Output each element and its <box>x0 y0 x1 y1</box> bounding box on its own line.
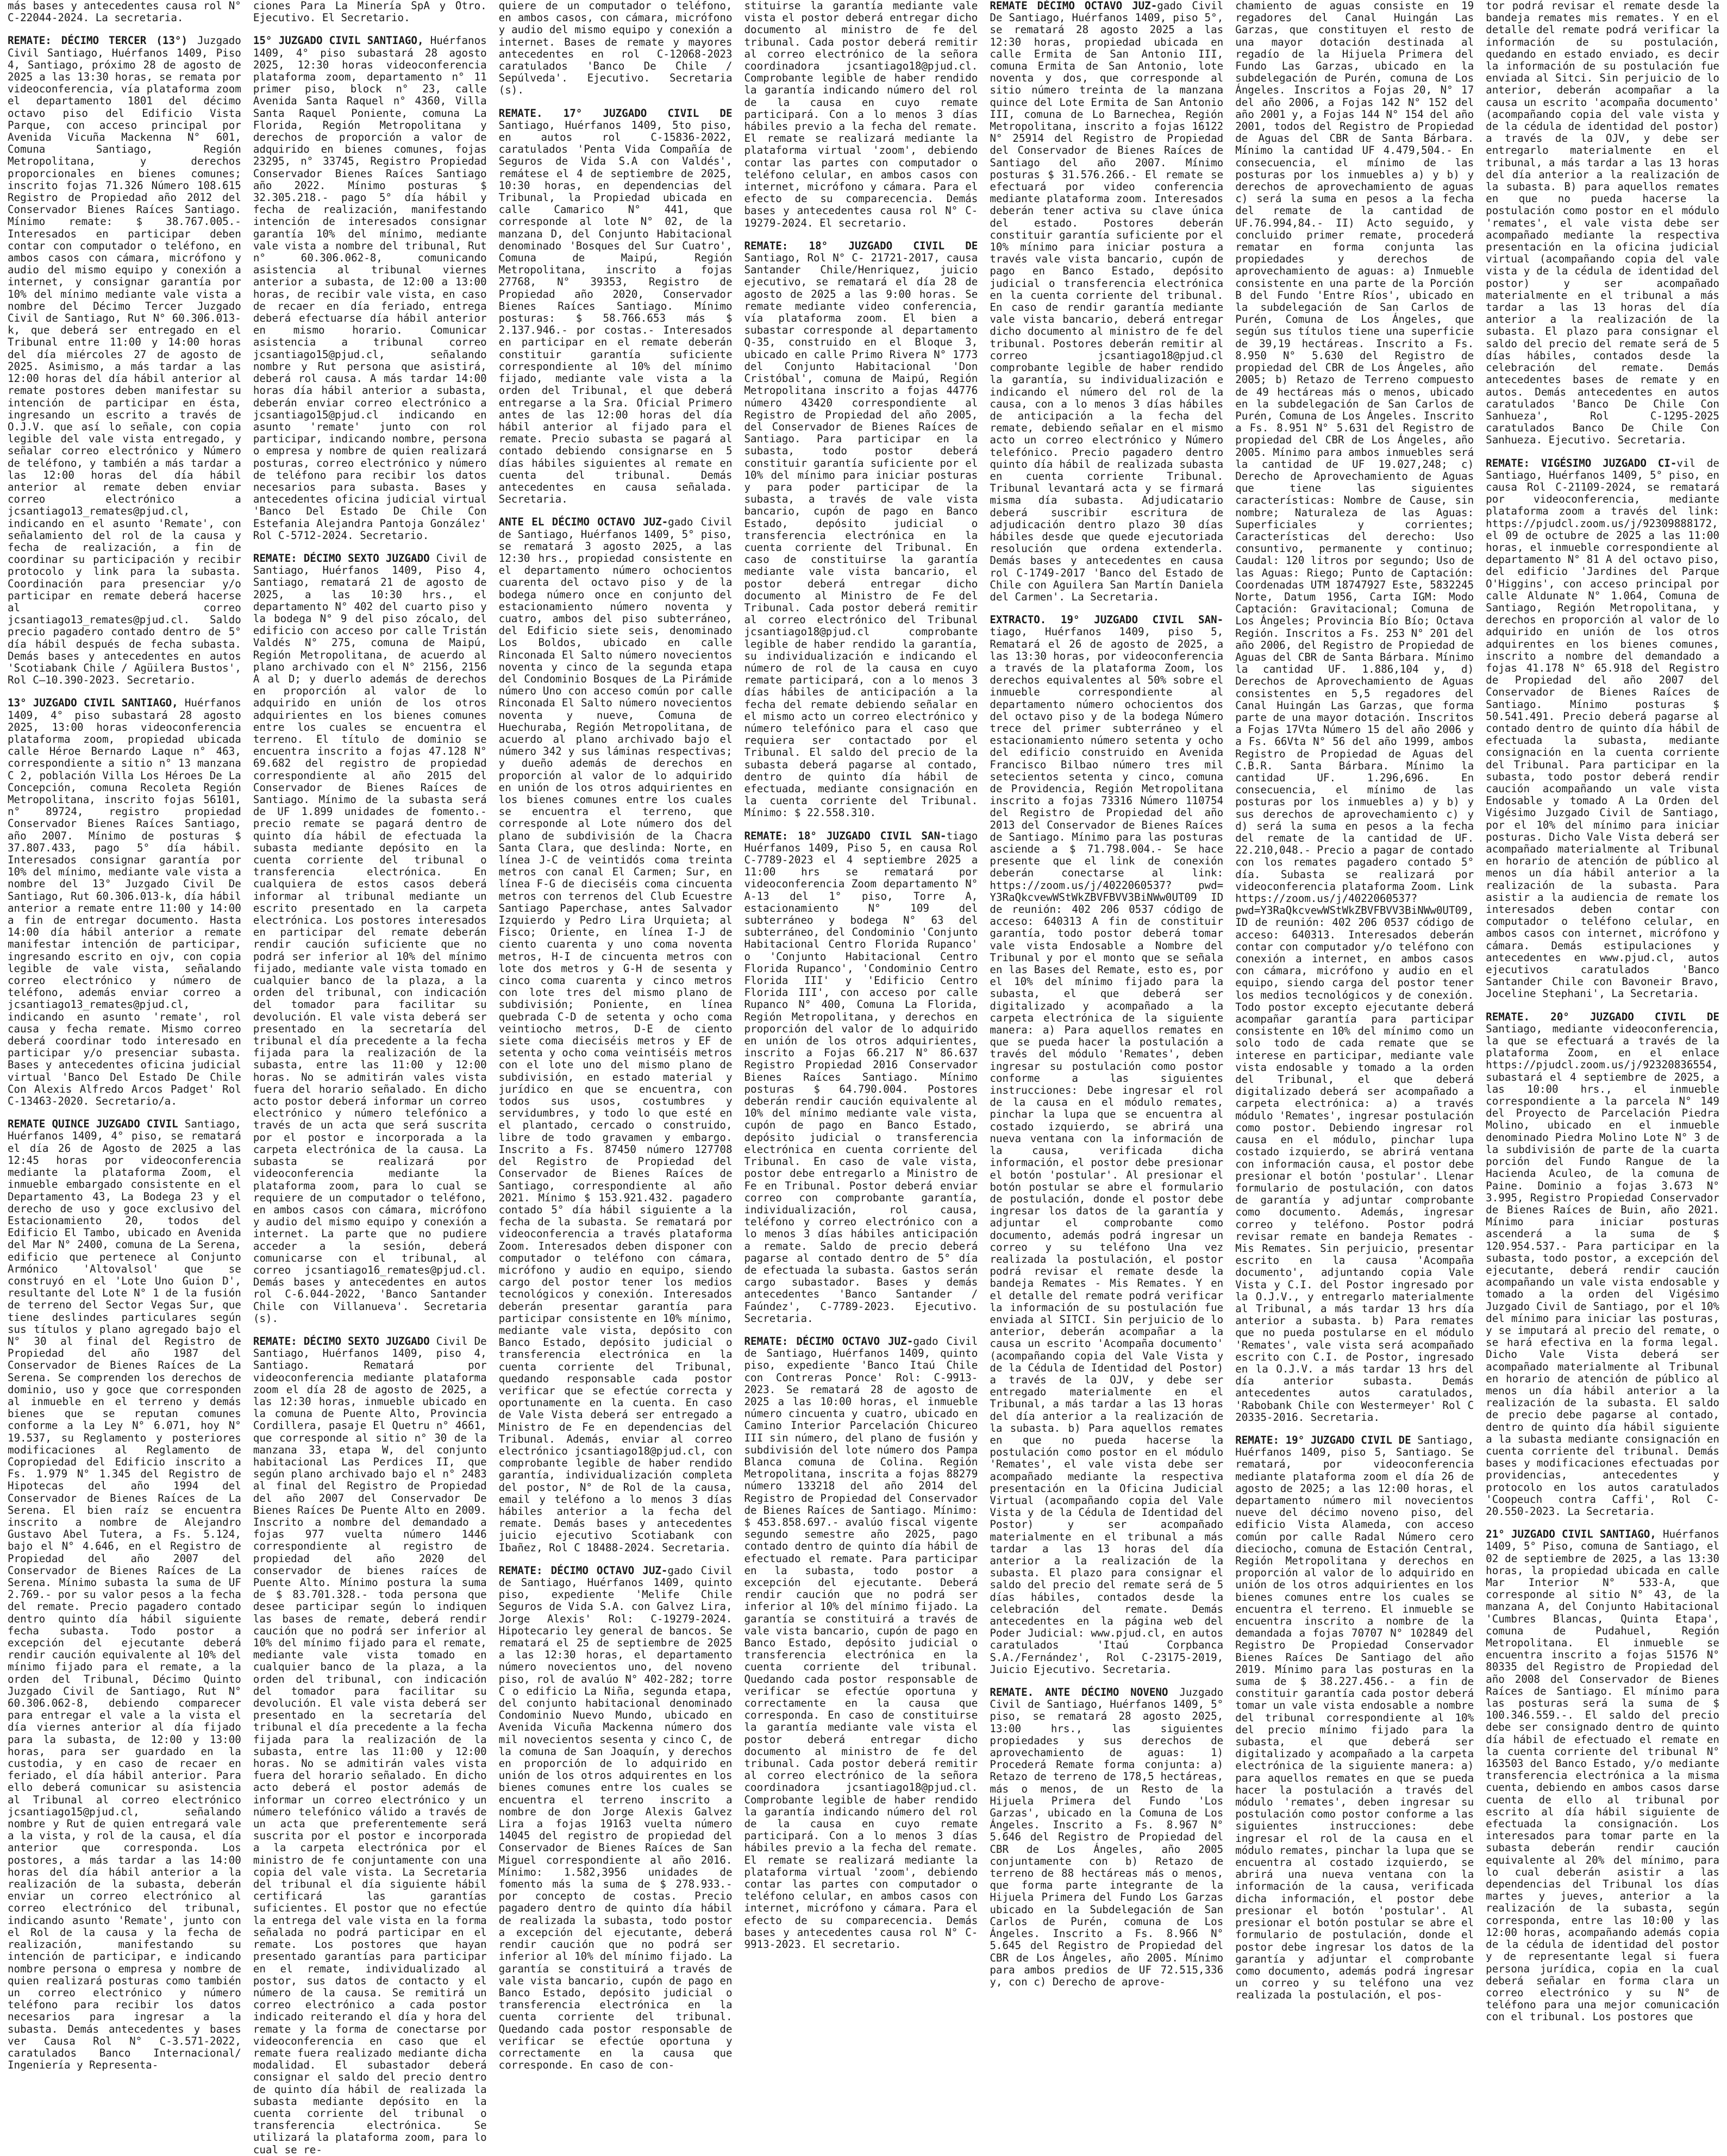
notice <box>744 240 978 819</box>
notice-title: EXTRACTO. 19° JUZGADO CIVIL SAN- <box>990 613 1224 626</box>
notice <box>1486 1011 1719 1518</box>
column-2 <box>253 0 487 2156</box>
newspaper-legal-notices-page <box>8 0 1719 2156</box>
notice <box>253 553 487 1325</box>
notice-title: REMATE: 19° JUZGADO CIVIL DE <box>1235 1433 1411 1446</box>
notice-body: tiago Huérfanos 1409, Piso 5, en causa Rol C-7789-2023 el 4 septiembre 2025 a 11:00 hrs se rematará por videoconferencia Zoom departamento N° A-13 del 1° piso, Torre A, estacionamiento N° 109 del subterráneo y bodega N° 63 del subterráneo, del Condominio 'Conjunto Habitacional Centro Florida Rupanco' o 'Conjunto Habitacional Centro Florida Rupanco', 'Condominio Centro Florida III' y 'Edificio Centro Florida III', con acceso por calle Rupanco N° 400, Comuna La Florida, Región Metropolitana, y derechos en proporción del valor de lo adquirido en unión de los otros adquirientes, inscrito a Fojas 66.217 N° 86.637 Registro Propiedad 2016 Conservador Bienes Raíces Santiago. Mínimo posturas $ 64.790.004. Postores deberán rendir caución equivalente al 10% del mínimo mediante vale vista, cupón de pago en Banco Estado, depósito judicial o transferencia electrónica en cuenta corriente del Tribunal. En caso de vale vista, postor debe entregarlo a Ministro de Fe en Tribunal. Postor deberá enviar correo con comprobante garantía, individualización, rol causa, teléfono y correo electrónico con a lo menos 3 días hábiles anticipación a remate. Saldo de precio deberá pagarse al contado dentro de 5° día de efectuada la subasta. Gastos serán cargo subastador. Bases y demás antecedentes 'Banco Santander / Faúndez', C-7789-2023. Ejecutivo. Secretaria. <box>744 829 978 1325</box>
notice-body: Huérfanos 1409, 4° piso subastará 28 agosto 2025, 13:00 horas videoconferencia plataforma zoom, propiedad ubicada calle Héroe Bernardo Laque n° 463, correspondiente a sitio n° 13 manzana C 2, población Villa Los Héroes De La Concepción, comuna Recoleta Región Metropolitana, inscrito fojas 56101, n° 89724, registro propiedad Conservador Bienes Raíces Santiago, año 2007. Mínimo de posturas $ 37.807.433, pago 5° día hábil. Interesados consignar garantía por 10% del mínimo, mediante vale vista a nombre del 13° Juzgado Civil De Santiago, Rut 60.306.013-k, día hábil anterior a remate entre 11:00 y 14:00 a fin de entregar documento. Hasta 14:00 día hábil anterior a remate manifestar intención de participar, ingresando escrito en ojv, con copia legible de vale vista, señalando correo electrónico y número de teléfono, además enviar correo a jcsantiago13_remates@pjud.cl, indicando en asunto 'remate', rol causa y fecha remate. Mismo correo deberá coordinar todo interesado en participar y/o presenciar subasta. Bases y antecedentes oficina judicial virtual 'Banco Del Estado De Chile Con Alexis Alfredo Arcos Padget' Rol C-13463-2020. Secretario/a. <box>8 697 241 1108</box>
notice-title: REMATE: DÉCIMO SEXTO JUZGADO <box>253 551 430 565</box>
notice <box>253 1336 487 2156</box>
notice-body: gado Civil de Santiago, Huérfanos 1409, quinto piso, expediente 'Banco Itaú Chile con Contreras Ponce' Rol: C-9913-2023. Se rematará 28 de agosto de 2025 a las 10:00 horas, el inmueble número cincuenta y cuatro, ubicado en Camino Interior Parcelación Chicureo III sin número, del plano de fusión y subdivisión del lote número dos Pampa Blanca comuna de Colina. Región Metropolitana, inscrita a fojas 88279 número 133218 del año 2014 del Registro de Propiedad del Conservador de Bienes Raíces de Santiago. Mínimo: $ 453.858.697.- avalúo fiscal vigente segundo semestre año 2025, pago contado dentro de quinto día hábil de efectuado el remate. Para participar en la subasta, todo postor a excepción del ejecutante. Deberá rendir caución que no podrá ser inferior al 10% del mínimo fijado. La garantía se constituirá a través de vale vista bancario, cupón de pago en Banco Estado, depósito judicial o transferencia electrónica en la cuenta corriente del tribunal. Quedando cada postor responsable de verificar se efectúe oportuna y correctamente en la causa que corresponda. En caso de constituirse la garantía mediante vale vista el postor deberá entregar dicho documento al ministro de fe del tribunal. Cada postor deberá remitir al correo electrónico de la señora coordinadora jcsantiago18@pjud.cl. Comprobante legible de haber rendido la garantía indicando número del rol de la causa en cuyo remate participará. Con a lo menos 3 días hábiles previo a la fecha del remate. El remate se realizará mediante la plataforma virtual 'zoom', debiendo contar las partes con computador o teléfono celular, en ambos casos con internet, micrófono y cámara. Para el efecto de su comparecencia. Demás bases y antecedentes causa rol N° C-9913-2023. El secretario. <box>744 1334 978 1951</box>
notice-title: REMATE. ANTE DÉCIMO NOVENO <box>990 1686 1168 1699</box>
notice-body: Huérfanos 1409, 5° Piso, comuna de Santiago, el 02 de septiembre de 2025, a las 13:30 horas, la propiedad ubicada en calle Mar Interior N° 533-A, que corresponde al sitio N° 43, de la manzana A, del Conjunto Habitacional 'Cumbres Blancas, Quinta Etapa', comuna de Pudahuel, Región Metropolitana. El inmueble se encuentra inscrito a fojas 51576 N° 80335 del Registro de Propiedad del año 2008 del Conservador de Bienes Raíces de Santiago. El mínimo para las posturas será la suma de $ 100.346.559.-. El saldo del precio debe ser consignado dentro de quinto día hábil de efectuado el remate en la cuenta corriente del tribunal N° 163503 del Banco Estado, y/o mediante transferencia electrónica a la misma cuenta, debiendo en ambos casos darse cuenta de ello al tribunal por escrito al día hábil siguiente de efectuada la consignación. Los interesados para tomar parte en la subasta deberán rendir caución equivalente al 20% del mínimo, para lo cual deberán asistir a las dependencias del Tribunal los días martes y jueves, anterior a la realización de la subasta, según corresponda, entre las 10:00 y las 12:00 horas, acompañando además copia de la cédula de identidad del postor y de representante legal si fuera persona jurídica, copia en la cual deberá señalar en forma clara un correo electrónico y su N° de teléfono para una mejor comunicación con el tribunal. Los postores que <box>1486 1528 1719 2023</box>
notice <box>990 614 1223 1676</box>
notice-body: gado Civil de Santiago, Huérfanos 1409, 5° piso, se rematará 3 agosto 2025, a las 12:30 hrs., propiedad consistente en el departamento número ochocientos cuarenta del octavo piso y de la bodega número once en conjunto del estacionamiento número noventa y cuatro, ambos del piso subterráneo, del Edificio siete seis, denominado Los Boldos, ubicado en calle Rinconada El Salto número novecientos noventa y cinco de la segunda etapa del Condominio Bosques de La Pirámide número Uno con acceso común por calle Rinconada El Salto número novecientos noventa y nueve, Comuna de Huechuraba, Región Metropolitana, de acuerdo al plano archivado bajo el número 342 y sus láminas respectivas; y dueño además de derechos en proporción al valor de lo adquirido en unión de los otros adquirientes en los bienes comunes entre los cuales se encuentra el terreno, que corresponde al Lote número dos del plano de subdivisión de la Chacra Santa Clara, que deslinda: Norte, en línea J-C de veintidós coma treinta metros con canal El Carmen; Sur, en línea F-G de dieciséis coma cincuenta metros con terrenos del Club Ecuestre Santiago Paperchase, antes Salvador Izquierdo y Pedro Lira Urquieta; al Fisco; Oriente, en línea I-J de ciento cuarenta y uno coma noventa metros, H-I de cincuenta metros con lote dos metros y G-H de sesenta y cinco coma cuarenta y cinco metros con lote tres del mismo plano de subdivisión; Poniente, en línea quebrada C-D de setenta y ocho coma veintiocho metros, D-E de ciento siete coma dieciséis metros y EF de setenta y ocho coma veintiséis metros con el lote uno del mismo plano de subdivisión, en estado material y jurídico en que se encuentra, con todos sus usos, costumbres y servidumbres, y todo lo que esté en el plantado, cercado o construido, libre de todo gravamen y embargo. Inscrito a Fs. 87450 número 127708 del Registro de Propiedad del Conservador de Bienes Raíces de Santiago, correspondiente al año 2021. Mínimo $ 153.921.432. pagadero contado 5° día hábil siguiente a la fecha de la subasta. Se rematará por videoconferencia a través plataforma Zoom. Interesados deben disponer con computador o teléfono con cámara, micrófono y audio en equipo, siendo cargo del postor tener los medios tecnológicos y conexión. Interesados deberán presentar garantía para participar consistente en 10% mínimo, mediante vale vista, depósito con Banco Estado, depósito judicial o transferencia electrónica en la cuenta corriente del Tribunal, quedando responsable cada postor verificar que se efectúe correcta y oportunamente en la cuenta. En caso de Vale Vista deberá ser entregado a Ministro de Fe en dependencias del Tribunal. Además, enviar al correo electrónico jcsantiago18@pjud.cl, con comprobante legible de haber rendido garantía, individualización completa del postor, N° de Rol de la causa, email y teléfono a lo menos 3 días hábiles anterior a la fecha del remate. Demás bases y antecedentes juicio ejecutivo Scotiabank con Ibañez, Rol C 18488-2024. Secretaria. <box>498 516 733 1554</box>
notice-title: REMATE DÉCIMO OCTAVO JUZ- <box>990 0 1157 12</box>
notice: tor podrá revisar el remate desde la bandeja remates mis remates. Y en el detalle del remate podrá verificar la información de su postulación, quedando en estado enviado, es decir la información de su postulación fue enviada al Sitci. Sin perjuicio de lo anterior, deberán acompañar a la causa un escrito 'acompaña documento' (acompañando copia del vale vista y de la cédula de identidad del postor) a través de la OJV, y debe ser entregarlo materialmente en el tribunal, a más tardar a las 13 horas del día anterior a la realización de la subasta. B) para aquellos remates en que no pueda hacerse la postulación como postor en el módulo 'remates', el vale vista debe ser acompañado mediante la respectiva presentación en la oficina judicial virtual (acompañando copia del vale vista y de la cédula de identidad del postor) y ser acompañado materialmente en el tribunal a más tardar a las 13 horas del día anterior a la realización de la subasta. El plazo para consignar el saldo del precio del remate será de 5 días hábiles, contados desde la celebración del remate. Demás antecedentes bases de remate y en autos. Demás antecedentes en autos caratulados 'Banco De Chile Con Sanhueza', Rol C-1295-2025 caratulados Banco De Chile Con Sanhueza. Ejecutivo. Secretaria. <box>1486 0 1719 447</box>
notice <box>8 1118 241 2071</box>
notice <box>8 697 241 1107</box>
notice-body: Juzgado Civil Santiago, Huérfanos 1409, Piso 4, Santiago, próximo 28 de agosto de 2025 a las 13:30 horas, se remata por videoconferencia, vía plataforma zoom el departamento 1801 del décimo octavo piso del Edificio Vista Parque, con acceso principal por Avenida Vicuña Mackenna N° 601, Comuna Santiago, Región Metropolitana, y derechos proporcionales en bienes comunes; inscrito fojas 71.326 Número 108.615 Registro de Propiedad año 2012 del Conservador Bienes Raíces Santiago. Mínimo remate: $ 38.767.005.- Interesados en participar deben contar con computador o teléfono, en ambos casos con cámara, micrófono y audio del mismo equipo y conexión a internet, y consignar garantía por 10% del mínimo mediante vale vista a nombre del Décimo Tercer Juzgado Civil de Santiago, Rut N° 60.306.013-k, que deberá ser entregado en el Tribunal entre 11:00 y 14:00 horas del día miércoles 27 de agosto de 2025. Asimismo, a más tardar a las 12:00 horas del día hábil anterior al remate postores deben manifestar su intención de participar en ésta, ingresando un escrito a través de O.J.V. que así lo señale, con copia legible del vale vista entregado, y señalar correo electrónico y Número de teléfono, y también a más tardar a las 12:00 horas del día hábil anterior al remate deben enviar correo electrónico a jcsantiago13_remates@pjud.cl, indicando en el asunto 'Remate', con señalamiento del rol de la causa y fecha de realización, a fin de coordinar su participación y recibir protocolo y link para la subasta. Coordinación para presenciar y/o participar en remate deberá hacerse al correo jcsantiago13_remates@pjud.cl. Saldo precio pagadero contado dentro de 5° día hábil después de fecha subasta. Demás bases y antecedentes en autos 'Scotiabank Chile / Agüilera Bustos', Rol C—10.390-2023. Secretario. <box>8 34 241 687</box>
notice <box>744 830 978 1325</box>
notice-title: 21° JUZGADO CIVIL SANTIAGO, <box>1486 1528 1656 1541</box>
notice-title: 15° JUZGADO CIVIL SANTIAGO, <box>253 34 424 47</box>
column-4 <box>744 0 978 1951</box>
notice <box>499 1565 733 2072</box>
notice-title: REMATE: VIGÉSIMO JUZGADO CI- <box>1486 456 1677 469</box>
notice-title: REMATE QUINCE JUZGADO CIVIL <box>8 1118 178 1131</box>
notice-title: REMATE: DÉCIMO SEXTO JUZGADO <box>253 1334 430 1348</box>
column-5 <box>990 0 1224 1988</box>
notice-title: ANTE EL DÉCIMO OCTAVO JUZ- <box>498 516 668 529</box>
notice <box>744 1336 978 1951</box>
notice-title: REMATE: 18° JUZGADO CIVIL DE <box>744 239 978 252</box>
column-6 <box>1235 0 1474 2002</box>
notice <box>8 35 241 686</box>
notice-title: REMATE: 18° JUZGADO CIVIL SAN- <box>744 829 947 842</box>
notice: ciones Para La Minería SpA y Otro. Ejecutivo. El Secretario. <box>253 0 487 24</box>
notice-body: vil de Santiago, Huérfanos 1409, 5° piso, en causa Rol C-21109-2024, se rematará por videoconferencia, mediante plataforma zoom a través del link: https://pjudcl.zoom.us/j/92309888172, el 09 de octubre de 2025 a las 11:00 horas, el inmueble correspondiente al departamento N° 81 A del octavo piso, del edificio 'Jardines del Parque O'Higgins', con acceso principal por calle Aldunate N° 1.064, Comuna de Santiago, Región Metropolitana, y derechos en proporción al valor de lo adquirido en unión de los otros adquirentes en los bienes comunes, inscrito a nombre del demandado a fojas 41.178 N° 65.918 del Registro de Propiedad del año 2007 del Conservador de Bienes Raíces de Santiago. Mínimo posturas $ 50.541.491. Precio deberá pagarse al contado dentro de quinto día hábil de efectuada la subasta, mediante consignación en la cuenta corriente del Tribunal. Para participar en la subasta, todo postor deberá rendir caución acompañando un vale vista Endosable y tomado A La Orden del Vigésimo Juzgado Civil de Santiago, por el 10% del mínimo para iniciar posturas. Dicho Vale Vista deberá ser acompañado materialmente al Tribunal en horario de atención de público al menos un día hábil anterior a la realización de la subasta. Para asistir a la audiencia de remate los interesados deben contar con computador o teléfono celular, en ambos casos con internet, micrófono y cámara. Demás estipulaciones y antecedentes en www.pjud.cl, autos ejecutivos caratulados 'Banco Santander Chile con Bavoneir Bravo, Joceline Stephani', La Secretaria. <box>1486 456 1719 1000</box>
notice <box>990 0 1223 603</box>
notice-body: gado Civil De Santiago, Huérfanos 1409, piso 5°, se rematará 28 agosto 2025 a las 12:30 horas, propiedad ubicada en calle Ermita de San Antonio III, comuna Ermita de San Antonio, lote noventa y dos, que corresponde al sitio número treinta de la manzana quince del Lote Ermita de San Antonio III, comuna de Lo Barnechea, Región Metropolitana, inscrito a fojas 16122 N° 25914 del Registro de Propiedad del Conservador de Bienes Raíces de Santiago del año 2007. Mínimo posturas $ 31.576.266.- El remate se efectuará por video conferencia mediante plataforma zoom. Interesados deberán tener activa su clave única del estado. Postores deberán constituir garantía suficiente por el 10% mínimo para iniciar postura a través vale vista bancario, cupón de pago en Banco Estado, depósito judicial o transferencia electrónica en la cuenta corriente del tribunal. En caso de rendir garantía mediante vale vista bancario, deberá entregar dicho documento al ministro de fe del tribunal. Postores deberán remitir al correo jcsantiago18@pjud.cl comprobante legible de haber rendido la garantía, su individualización e indicando el número del rol de la causa, con a lo menos 3 días hábiles de anticipación a la fecha del remate, debiendo señalar en el mismo acto un correo electrónico y Número telefónico. Precio pagadero dentro quinto día hábil de realizada subasta en cuenta corriente Tribunal. Tribunal levantará acta y se firmará misma día subasta. Adjudicatario deberá suscribir escritura de adjudicación dentro plazo 30 días hábiles desde que quede ejecutoriada resolución que ordena extenderla. Demás bases y antecedentes en causa rol C-1749-2017 'Banco del Estado de Chile con Aguilera San Martín Daniela del Carmen'. La Secretaria. <box>990 0 1224 603</box>
notice-body: gado Civil de Santiago, Huérfanos 1409, quinto piso, expediente 'Melife Chile Seguros de Vida S.A. con Galvez Lira, Jorge Alexis' Rol: C-19279-2024. Hipotecario ley general de bancos. Se rematará el 25 de septiembre de 2025 a las 12:30 horas, el departamento número novecientos uno, del noveno piso, rol de avalúo N° 402-282; torre C o edificio La Niña, segunda etapa, del conjunto habitacional denominado Condominio Nuevo Mundo, ubicado en Avenida Vicuña Mackenna número dos mil novecientos sesenta y cinco C, de la comuna de San Joaquín, y derechos en proporción de lo adquirido en unión de los otros adquirentes en los bienes comunes entre los cuales se encuentra el terreno inscrito a nombre de don Jorge Alexis Galvez Lira a fojas 19163 vuelta número 14045 del registro de propiedad del Conservador de Bienes Raíces de San Miguel correspondiente al año 2016. Mínimo: 1.582,3956 unidades de fomento más la suma de $ 278.933.- por concepto de costas. Precio pagadero dentro de quinto día hábil de realizada la subasta, todo postor a excepción del ejecutante, deberá rendir caución que no podrá ser inferior al 10% del mínimo fijado. La garantía se constituirá a través de vale vista bancario, cupón de pago en Banco Estado, depósito judicial o transferencia electrónica en la cuenta corriente del tribunal. Quedando cada postor responsable de verificar se efectúe oportuna y correctamente en la causa que corresponde. En caso de con- <box>498 1564 733 2072</box>
notice-body: tiago, Huérfanos 1409, piso 5, Rematará el 26 de agosto de 2025, a las 13:30 horas, por videoconferencia a través de la plataforma Zoom, los derechos equivalentes al 50% sobre el inmueble correspondiente al departamento número ochocientos dos del octavo piso y de la bodega Número trece del primer subterráneo y el estacionamiento número setenta y ocho del edificio construido en Avenida Francisco Bilbao número tres mil setecientos setenta y cinco, comuna de Providencia, Región Metropolitana inscrito a fojas 73316 Número 110754 del Registro de Propiedad del año 2013 del Conservador de Bienes Raíces de Santiago. Mínimo para las posturas asciende a $ 71.798.004.- Se hace presente que el link de conexión deberán conectarse al link: https://zoom.us/j/4022060537? pwd= Y3RaQkcvewWStWkZBVFBVV3BiNWw0UT09 ID de reunión: 402 206 0537 código de acceso: 640313 A fin de constituir garantía, todo postor deberá tomar vale vista Endosable a Nombre del Tribunal y por el monto que se señala en las Bases del Remate, esto es, por el 10% del mínimo fijado para la subasta, el que deberá ser digitalizado y acompañado a la carpeta electrónica de la siguiente manera: a) Para aquellos remates en que se pueda hacer la postulación a través del módulo 'Remates', deben ingresar su postulación como postor conforme a las siguientes instrucciones: Debe ingresar el rol de la causa en el módulo remates, pinchar la lupa que se encuentra al costado izquierdo, se abrirá una nueva ventana con la información de la causa, verificada dicha información, el postor debe presionar el botón 'postular'. Al presionar el botón postular se abre el formulario de postulación, donde el postor debe ingresar los datos de la garantía y adjuntar el comprobante como documento, además podrá ingresar un correo y su teléfono Una vez realizada la postulación, el postor podrá revisar el remate desde la bandeja Remates - Mis Remates. Y en el detalle del remate podrá verificar la información de su postulación fue enviada al SITCI. Sin perjuicio de lo anterior, deberán acompañar a la causa un escrito 'Acompaña documento' (acompañando copia del Vale Vista y de la Cédula de Identidad del Postor) a través de la OJV, y debe ser entregado materialmente en el Tribunal, a más tardar a las 13 horas del día anterior a la realización de la subasta. b) Para aquellos remates en que no pueda hacerse la postulación como postor en el módulo 'Remates', el vale vista debe ser acompañado mediante la respectiva presentación en la Oficina Judicial Virtual (acompañando copia del Vale Vista y de la Cédula de Identidad del Postor) y ser acompañado materialmente en el tribunal a más tardar a las 13 horas del día anterior a la realización de la subasta. El plazo para consignar el saldo del precio del remate será de 5 días hábiles, contados desde la celebración del remate. Demás antecedentes en la página web del Poder Judicial: www.pjud.cl, en autos caratulados 'Itaú Corpbanca S.A./Fernández', Rol C-23175-2019, Juicio Ejecutivo. Secretaria. <box>990 625 1224 1676</box>
notice-title: REMATE: DÉCIMO OCTAVO JUZ- <box>744 1334 913 1348</box>
notice <box>1235 1434 1474 2002</box>
notice: quiere de un computador o teléfono, en ambos casos, con cámara, micrófono y audio del mismo equipo y conexión a internet. Bases de remate y mayores antecedentes en rol C-12068-2023 caratulados 'Banco De Chile / Sepúlveda'. Ejecutivo. Secretaria (s). <box>498 0 733 97</box>
notice-body: Santiago, Huérfanos 1409, 4° piso, se rematará el día 26 de Agosto de 2025 a las 12:45 horas por videoconferencia mediante la plataforma Zoom, el inmueble embargado consistente en el Departamento 43, La Bodega 23 y el derecho de uso y goce exclusivo del Estacionamiento 20, todos del Edificio El Tambo, ubicado en Avenida del Mar N° 2400, comuna de La Serena, edificio que pertenece al Conjunto Armónico 'Altovalsol' que se construyó en el 'Lote Uno Guion D', resultante del Lote N° 1 de la fusión de terreno del Sector Vegas Sur, que tiene deslindes particulares según sus títulos y plano agregado bajo el N° 30 al final del Registro de Propiedad del año 1987 del Conservador de Bienes Raíces de La Serena. Se comprenden los derechos de dominio, uso y goce que corresponden al inmueble en el terreno y demás bienes que se reputan comunes conforme a la Ley N° 6.071, hoy N° 19.537, su Reglamento y posteriores modificaciones al Reglamento de Copropiedad del Edificio inscrito a Fs. 1.979 N° 1.345 del Registro de Hipotecas del año 1994 del Conservador de Bienes Raíces de La Serena. El bien raíz se encuentra inscrito a nombre de Alejandro Gustavo Abel Tutera, a Fs. 5.124, bajo el N° 4.646, en el Registro de Propiedad del año 2007 del Conservador de Bienes Raíces de La Serena. Mínimo subasta la suma de UF 2.769.- por su valor pesos a la fecha del remate. Precio pagadero contado dentro quinto día hábil siguiente fecha subasta. Todo postor a excepción del ejecutante deberá rendir caución equivalente al 10% del mínimo fijado para el remate, a la orden del Tribunal, Décimo Quinto Juzgado Civil de Santiago, Rut N° 60.306.062-8, debiendo comparecer para entregar el vale a la vista el día viernes anterior al día fijado para la subasta, de 12:00 y 13:00 horas, para ser guardado en la custodia, y en caso de recaer en feriado, el día hábil anterior. Para ello deberá comunicar su asistencia al Tribunal al correo electrónico jcsantiago15@pjud.cl, señalando nombre y Rut de quien entregará vale a la vista, y rol de la causa, el día anterior que corresponda. Los postores, a más tardar a las 14:00 horas del día hábil anterior a la realización de la subasta, deberán enviar un correo electrónico al correo electrónico del tribunal, indicando asunto 'Remate', junto con el Rol de la causa y la fecha de realización, manifestando su intención de participar, e indicando nombre persona o empresa y nombre de quien realizará posturas como también un correo electrónico y número teléfono para recibir los datos necesarios para ingresar a la subasta. Demás antecedentes y bases ver Causa Rol N° C-3.571-2022, caratulados Banco Internacional/ Ingeniería y Representa- <box>8 1118 241 2072</box>
notice <box>1486 1528 1719 2023</box>
notice-body: Santiago, Huérfanos 1409, 5to piso, en autos rol C-15836-2022, caratulados 'Penta Vida Compañía de Seguros de Vida S.A con Valdés', remátese el 4 de septiembre de 2025, 10:30 horas, en dependencias del Tribunal, la Propiedad ubicada en calle Camarico N° 441, que corresponde al lote N° 02, de la manzana D, del Conjunto Habitacional denominado 'Bosques del Sur Cuatro', Comuna de Maipú, Región Metropolitana, inscrito a fojas 27768, N° 39353, Registro de Propiedad año 2020, Conservador Bienes Raíces Santiago. Mínimo posturas: $ 58.766.653 más $ 2.137.946.- por costas.- Interesados en participar en el remate deberán constituir garantía suficiente correspondiente al 10% del mínimo fijado, mediante vale vista a la orden del Tribunal, el que deberá entregarse a la Sra. Oficial Primero antes de las 12:00 horas del día hábil anterior al fijado para el remate. Precio subasta se pagará al contado debiendo consignarse en 5 días hábiles siguientes al remate en cuenta del tribunal. Demás antecedentes en causa señalada. Secretaria. <box>498 118 733 506</box>
notice: más bases y antecedentes causa rol N° C-22044-2024. La secretaria. <box>8 0 241 24</box>
notice: chamiento de aguas consiste en 19 regadores del Canal Huingán Las Garzas, que constituyen el resto de una mayor dotación destinada al regadío de la Hijuela Primera del Fundo Las Garzas, ubicado en la subdelegación de Purén, comuna de Los Ángeles. Inscritos a Fojas 20, N° 17 del año 2006, a Fojas 142 N° 152 del año 2001 y, a Fojas 144 N° 154 del año 2001, todos del Registro de Propiedad de Aguas del CBR de Santa Bárbara. Mínimo la cantidad UF 4.479,504.- En consecuencia, el mínimo de las posturas por los inmuebles a) y b) y derechos de aprovechamiento de aguas c) será la suma en pesos a la fecha del remate de la cantidad de UF.76.994,84.- II) Acto seguido, y concluido primer remate, procederá rematar en forma conjunta las propiedades y derechos de aprovechamiento de aguas: a) Inmueble consistente en una parte de la Porción B del Fundo 'Entre Ríos', ubicado en la subdelegación de San Carlos de Purén, Comuna de Los Ángeles, que según sus títulos tiene una superficie de 39,19 hectáreas. Inscrito a Fs. 8.950 N° 5.630 del Registro de propiedad del CBR de Los Ángeles, año 2005; b) Retazo de Terreno compuesto de 49 hectáreas más o menos, ubicado en la subdelegación de San Carlos de Purén, Comuna de Los Ángeles. Inscrito a Fs. 8.951 N° 5.631 del Registro de propiedad del CBR de Los Ángeles, año 2005. Mínimo para ambos inmuebles será la cantidad de UF 19.027,248; c) Derecho de Aprovechamiento de Aguas que tiene las siguientes características: Nombre de Cause, sin nombre; Naturaleza de las Aguas: Superficiales y corrientes; Características del derecho: Uso consuntivo, permanente y continuo; Caudal: 120 litros por segundo; Uso de las Aguas: Riego; Punto de Captación: Coordenadas UTM 18747927 Este, 5832245 Norte, Datum 1956, Carta IGM: Modo Captación: Gravitacional; Comuna de Los Ángeles; Provincia Bío Bío; Octava Región. Inscritos a Fs. 253 N° 201 del año 2006, del Registro de Propiedad de Aguas del CBR de Santa Bárbara. Mínimo la cantidad UF. 1.886,104 y, d) Derechos de Aprovechamiento de Aguas consistentes en 5,5 regadores del Canal Huingán Las Garzas, que forma parte de una mayor dotación. Inscritos a Fojas 17Vta Número 15 del año 2006 y a Fs. 66Vta N° 56 del año 1999, ambos Registro de Propiedad de Aguas del C.B.R. Santa Bárbara. Mínimo la cantidad UF. 1.296,696. En consecuencia, el mínimo de las posturas por los inmuebles a) y b) y sus derechos de aprovechamiento c) y d) será la suma en pesos a la fecha del remate de la cantidad de UF. 22.210,048.- Precio a pagar de contado con los remates pagadero contado 5° día. Subasta se realizará por videoconferencia plataforma Zoom. Link https://zoom.us/j/4022060537? pwd=Y3RaQkcvewWStWkZBVFBVV3BiNWw0UT09, ID de reunión: 402 206 0537 código de acceso: 640313. Interesados deberán contar con computador y/o teléfono con conexión a internet, en ambos casos con cámara, micrófono y audio en el equipo, siendo carga del postor tener los medios tecnológicos y de conexión. Todo postor excepto ejecutante deberá acompañar garantía para participar consistente en 10% del mínimo como un solo todo de cada remate que se interese en participar, mediante vale vista endosable y tomado a la orden del Tribunal, el que deberá digitalizado deberá ser acompañado a carpeta electrónica: a) a través módulo 'Remates', ingresar postulación como postor. Debiendo ingresar rol causa en el módulo, pinchar lupa costado izquierdo, se abrirá ventana con información causa, el postor debe presionar el botón 'postular'. Llenar formulario de postulación, con datos de garantía y adjuntar comprobante como documento. Además, ingresar correo y teléfono. Postor podrá revisar remate en bandeja Remates - Mis Remates. Sin perjuicio, presentar escrito en la causa 'Acompaña documento', adjuntando copia Vale Vista y C.I. del Postor ingresado por la O.J.V., y entregarlo materialmente al Tribunal, a más tardar 13 hrs día anterior a subasta. b) Para remates que no pueda postularse en el módulo 'Remates', vale vista será acompañado escrito con C.I. de Postor, ingresado en la O.J.V. a más tardar 13 hrs del día anterior subasta. Demás antecedentes autos caratulados, 'Rabobank Chile con Westermeyer' Rol C 20335-2016. Secretaria. <box>1235 0 1474 1424</box>
notice <box>499 516 733 1553</box>
notice-body: Santiago, Huérfanos 1409, piso 5, Santiago. Se rematará, por videoconferencia mediante plataforma zoom el día 26 de agosto de 2025; a las 12:00 horas, el departamento número mil novecientos nueve del décimo noveno piso, del edificio Vista Alameda, con acceso común por calle Radal Número cero dieciocho, comuna de Estación Central, Región Metropolitana y derechos en proporción al valor de lo adquirido en unión de los otros adquirientes en los bienes comunes entre los cuales se encuentra el terreno. El inmueble se encuentra inscrito a nombre de la demandada a fojas 70707 N° 102849 del Registro De Propiedad Conservador Bienes Raíces De Santiago del año 2019. Mínimo para las posturas en la suma de $ 38.227.456.- a fin de constituir garantía cada postor deberá tomar un vale vista endosable a nombre del tribunal correspondiente al 10% del precio mínimo fijado para la subasta, el que deberá ser digitalizado y acompañado a la carpeta electrónica de la siguiente manera: a) para aquellos remates en que se pueda hacer la postulación a través del módulo 'remates', deben ingresar su postulación como postor conforme a las siguientes instrucciones: debe ingresar el rol de la causa en el módulo remates, pinchar la lupa que se encuentra al costado izquierdo, se abrirá una nueva ventana con la información de la causa, verificada dicha información, el postor debe presionar el botón 'postular'. Al presionar el botón postular se abre el formulario de postulación, donde el postor debe ingresar los datos de la garantía y adjuntar el comprobante como documento, además podrá ingresar un correo y su teléfono una vez realizada la postulación, el pos- <box>1235 1433 1474 2002</box>
column-1 <box>8 0 241 2072</box>
notice-body: Santiago, Rol N° C- 21721-2017, causa Santander Chile/Henriquez, juicio ejecutivo, se rematará el día 28 de agosto de 2025 a las 9:00 horas. Se remate mediante video conferencia, vía plataforma zoom. El bien a subastar corresponde al departamento Q-35, construido en el Bloque 3, ubicado en calle Primo Rivera N° 1773 del Conjunto Habitacional 'Don Cristóbal', comuna de Maipú, Región Metropolitana inscrito a fojas 44776 número 43420 correspondiente al Registro de Propiedad del año 2005, del Conservador de Bienes Raíces de Santiago. Para participar en la subasta, todo postor deberá constituir garantía suficiente por el 10% del mínimo para iniciar posturas y para poder participar de la subasta, a través de vale vista bancario, cupón de pago en Banco Estado, depósito judicial o transferencia electrónica en la cuenta corriente del Tribunal. En caso de constituirse la garantía mediante vale vista bancario, el postor deberá entregar dicho documento al Ministro de Fe del Tribunal. Cada postor deberá remitir al correo electrónico del Tribunal jcsantiago18@pjud.cl comprobante legible de haber rendido la garantía, su individualización e indicando el número de rol de la causa en cuyo remate participará, con a lo menos 3 días hábiles de anticipación a la fecha del remate debiendo señalar en el mismo acto un correo electrónico y número telefónico para el caso que requiera ser contactado por el Tribunal. El saldo del precio de la subasta deberá pagarse al contado, dentro de quinto día hábil de efectuada, mediante consignación en la cuenta corriente del Tribunal. Mínimo: $ 22.558.310. <box>744 252 978 819</box>
notice-title: REMATE. 17° JUZGADO CIVIL DE <box>498 106 733 120</box>
column-7 <box>1486 0 1719 2023</box>
notice-body: Civil De Santiago, Huérfanos 1409, piso 4, Santiago. Rematará por videoconferencia mediante plataforma zoom el día 28 de agosto de 2025, a las 12:30 horas, inmueble ubicado en la comuna de Puente Alto, Provincia Cordillera, pasaje El Quetru n° 4661, que corresponde al sitio n° 30 de la manzana 33, etapa W, del conjunto habitacional Las Perdices II, que según plano archivado bajo el n° 2483 al final del Registro de Propiedad del año 2007 del Conservador De Bienes Raíces De Puente Alto en 2009. Inscrito a nombre del demandado a fojas 977 vuelta número 1446 correspondiente al registro de propiedad del año 2020 del conservador de bienes raíces de Puente Alto. Mínimo postura la suma de $ 83.701.328.- toda persona que desee participar según lo indiquen las bases de remate, deberá rendir caución que no podrá ser inferior al 10% del mínimo fijado para el remate, mediante vale vista tomado en cualquier banco de la plaza, a la orden del tribunal, con indicación del tomador para facilitar su devolución. El vale vista deberá ser presentado en la secretaría del tribunal el día precedente a la fecha fijada para la realización de la subasta, entre las 11:00 y 12:00 horas. No se admitirán vales vista fuera del horario señalado. En dicho acto deberá el postor además de informar un correo electrónico y un número telefónico válido a través de un acta que preferentemente será suscrita por el postor e incorporada a la carpeta electrónica por el ministro de fe conjuntamente con una copia del vale vista. La Secretaria del tribunal el día siguiente hábil certificará las garantías suficientes. El postor que no efectúe la entrega del vale vista en la forma señalada no podrá participar en el remate. Los postores que hayan presentado garantías para participar en el remate, individualizado al postor, sus datos de contacto y el número de la causa. Se remitirá un correo electrónico a cada postor indicado reiterando el día y hora del remate y la forma de conectarse por videoconferencia en caso que el remate fuera realizado mediante dicha modalidad. El subastador deberá consignar el saldo del precio dentro de quinto día hábil de realizada la subasta mediante depósito en la cuenta corriente del tribunal o transferencia electrónica. Se utilizará la plataforma zoom, para lo cual se re- <box>253 1334 487 2156</box>
notice-title: REMATE: DÉCIMO OCTAVO JUZ- <box>498 1564 668 1577</box>
notice-body: Juzgado Civil de Santiago, Huérfanos 1409, 5° piso, se rematará 28 agosto 2025, 13:00 hrs., las siguientes propiedades y sus derechos de aprovechamiento de aguas: 1) Procederá Remate forma conjunta: a) Retazo de terreno de 178,5 hectáreas, más o menos, de un Resto de la Hijuela Primera del Fundo 'Los Garzas', ubicado en la Comuna de Los Ángeles. Inscrito a Fs. 8.967 N° 5.646 del Registro de Propiedad del CBR de Los Ángeles, año 2005 conjuntamente con b) Retazo de terreno de 88 hectáreas más o menos, que forma parte integrante de la Hijuela Primera del Fundo Los Garzas ubicado en la Subdelegación de San Carlos de Purén, comuna de Los Ángeles. Inscrito a Fs. 8.966 N° 5.645 del Registro de Propiedad del CBR de Los Ángeles, año 2005. Mínimo para ambos predios de UF 72.515,336 y, con c) Derecho de aprove- <box>990 1686 1224 1988</box>
notice <box>253 35 487 542</box>
notice-body: Civil de Santiago, Huérfanos 1409, Piso 4, Santiago, rematará 21 de agosto de 2025, a las 10:30 hrs., el departamento N° 402 del cuarto piso y la bodega N° 9 del piso zócalo, del edificio con acceso por calle Tristán Valdés N° 275, comuna de Maipú, Región Metropolitana, de acuerdo al plano archivado con el N° 2156, 2156 A al D; y duerlo además de derechos en proporción al valor de lo adquirido en unión de los otros adquirientes en los bienes comunes entre los cuales se encuentra el terreno. El título de dominio se encuentra inscrito a fojas 47.128 N° 69.682 del registro de propiedad correspondiente al año 2015 del Conservador de Bienes Raíces de Santiago. Mínimo de la subasta será de UF 1.899 unidades de fomento.- precio remate se pagará dentro de quinto día hábil de efectuada la subasta mediante depósito en la cuenta corriente del tribunal o transferencia electrónica. En cualquiera de estos casos deberá informar al tribunal mediante un escrito presentado en la carpeta electrónica. Los postores interesados en participar del remate deberán rendir caución suficiente que no podrá ser inferior al 10% del mínimo fijado, mediante vale vista tomado en cualquier banco de la plaza, a la orden del tribunal, con indicación del tomador para facilitar su devolución. El vale vista deberá ser presentado en la secretaría del tribunal el día precedente a la fecha fijada para la realización de la subasta, entre las 11:00 y 12:00 horas. No se admitirán vales vista fuera del horario señalado. En dicho acto postor deberá informar un correo electrónico y número telefónico a través de un acta que será suscrita por el postor e incorporada a la carpeta electrónica de la causa. La subasta se realizará por videoconferencia mediante la plataforma zoom, para lo cual se requiere de un computador o teléfono, en ambos casos con cámara, micrófono y audio del mismo equipo y conexión a internet. La parte que no pudiere acceder a la sesión, deberá comunicarse con el tribunal, al correo jcsantiago16_remates@pjud.cl. Demás bases y antecedentes en autos rol C-6.044-2022, 'Banco Santander Chile con Villanueva'. Secretaria (s). <box>253 551 487 1325</box>
notice-body: Huérfanos 1409, 4° piso subastará 28 agosto 2025, 12:30 horas videoconferencia plataforma zoom, departamento n° 11 primer piso, block n° 23, calle Avenida Santa Raquel n° 4360, Villa Santa Raquel Poniente, comuna La Florida, Región Metropolitana y derechos de proporción a valor de adquirido en bienes comunes, fojas 23295, n° 33745, Registro Propiedad Conservador Bienes Raíces Santiago año 2022. Mínimo posturas $ 32.305.218.- pago 5° día hábil y fecha de realización, manifestando intención de interesados consignar garantía 10% del mínimo, mediante vale vista a nombre del tribunal, Rut n° 60.306.062-8, comunicando asistencia al tribunal viernes anterior a subasta, de 12:00 a 13:00 horas, de recibir vale vista, en caso de recaer en día feriado, entrega deberá efectuarse día hábil anterior en mismo horario. Comunicar asistencia a tribunal correo jcsantiago15@pjud.cl, señalando nombre y Rut persona que asistirá, deberá rol causa. A más tardar 14:00 horas día hábil anterior a subasta, deberán enviar correo electrónico a jcsantiago15@pjud.cl indicando en asunto 'remate' junto con rol participar, indicando nombre, persona o empresa y nombre de quien realizará posturas, correo electrónico y número de teléfono para recibir los datos necesarios para subasta. Bases y antecedentes oficina judicial virtual 'Banco Del Estado De Chile Con Estefania Alejandra Pantoja González' Rol C-5712-2024. Secretario. <box>253 34 487 542</box>
notice: stituirse la garantía mediante vale vista el postor deberá entregar dicho documento al ministro de fe del tribunal. Cada postor deberá remitir al correo electrónico de la señora coordinadora jcsantiago18@pjud.cl. Comprobante legible de haber rendido la garantía indicando número del rol de la causa en cuyo remate participará. Con a lo menos 3 días hábiles previo a la fecha del remate. El remate se realizará mediante la plataforma virtual 'zoom', debiendo contar las partes con computador o teléfono celular, en ambos casos con internet, micrófono y cámara. Para el efecto de su comparecencia. Demás bases y antecedentes causa rol N° C-19279-2024. El secretario. <box>744 0 978 229</box>
notice <box>990 1687 1223 1988</box>
column-3 <box>498 0 733 2072</box>
notice-title: 13° JUZGADO CIVIL SANTIAGO, <box>8 697 178 710</box>
notice <box>1486 457 1719 1000</box>
notice-title: REMATE. 20° JUZGADO CIVIL DE <box>1486 1010 1719 1023</box>
notice-title: REMATE: DÉCIMO TERCER (13°) <box>8 34 188 47</box>
notice <box>499 108 733 506</box>
notice-body: Santiago, mediante videoconferencia, la que se efectuará a través de la plataforma Zoom, en el enlace https://pjudcl.zoom.us/j/92320836554, subastará el 4 septiembre de 2025, a las 10:00 hrs., el inmueble correspondiente a la parcela N° 149 del Proyecto de Parcelación Piedra Molino, ubicado en el inmueble denominado Piedra Molino Lote N° 3 de la subdivisión de parte de la cuarta porción del Fundo Rangue de la Hacienda Aculeo, de la comuna de Paine. Dominio a fojas 3.673 N° 3.995, Registro Propiedad Conservador de Bienes Raíces de Buin, año 2021. Mínimo para iniciar posturas ascenderá a la suma de $ 120.954.537.- Para participar en la subasta, todo postor, a excepción del ejecutante, deberá rendir caución acompañando un vale vista endosable y tomado a la orden del Vigésimo Juzgado Civil de Santiago, por el 10% del mínimo para iniciar las posturas, y se imputará al precio del remate, o se hará efectiva en la forma legal. Dicho Vale Vista deberá ser acompañado materialmente al Tribunal en horario de atención de público al menos un día hábil anterior a la realización de la subasta. El saldo de precio debe pagarse al contado, dentro de quinto día hábil siguiente a la subasta mediante consignación en cuenta corriente del tribunal. Demás bases y modificaciones efectuadas por providencias, antecedentes y protocolo en los autos caratulados 'Coopeuch contra Caffi', Rol C-20.550-2023. La Secretaria. <box>1486 1022 1719 1518</box>
